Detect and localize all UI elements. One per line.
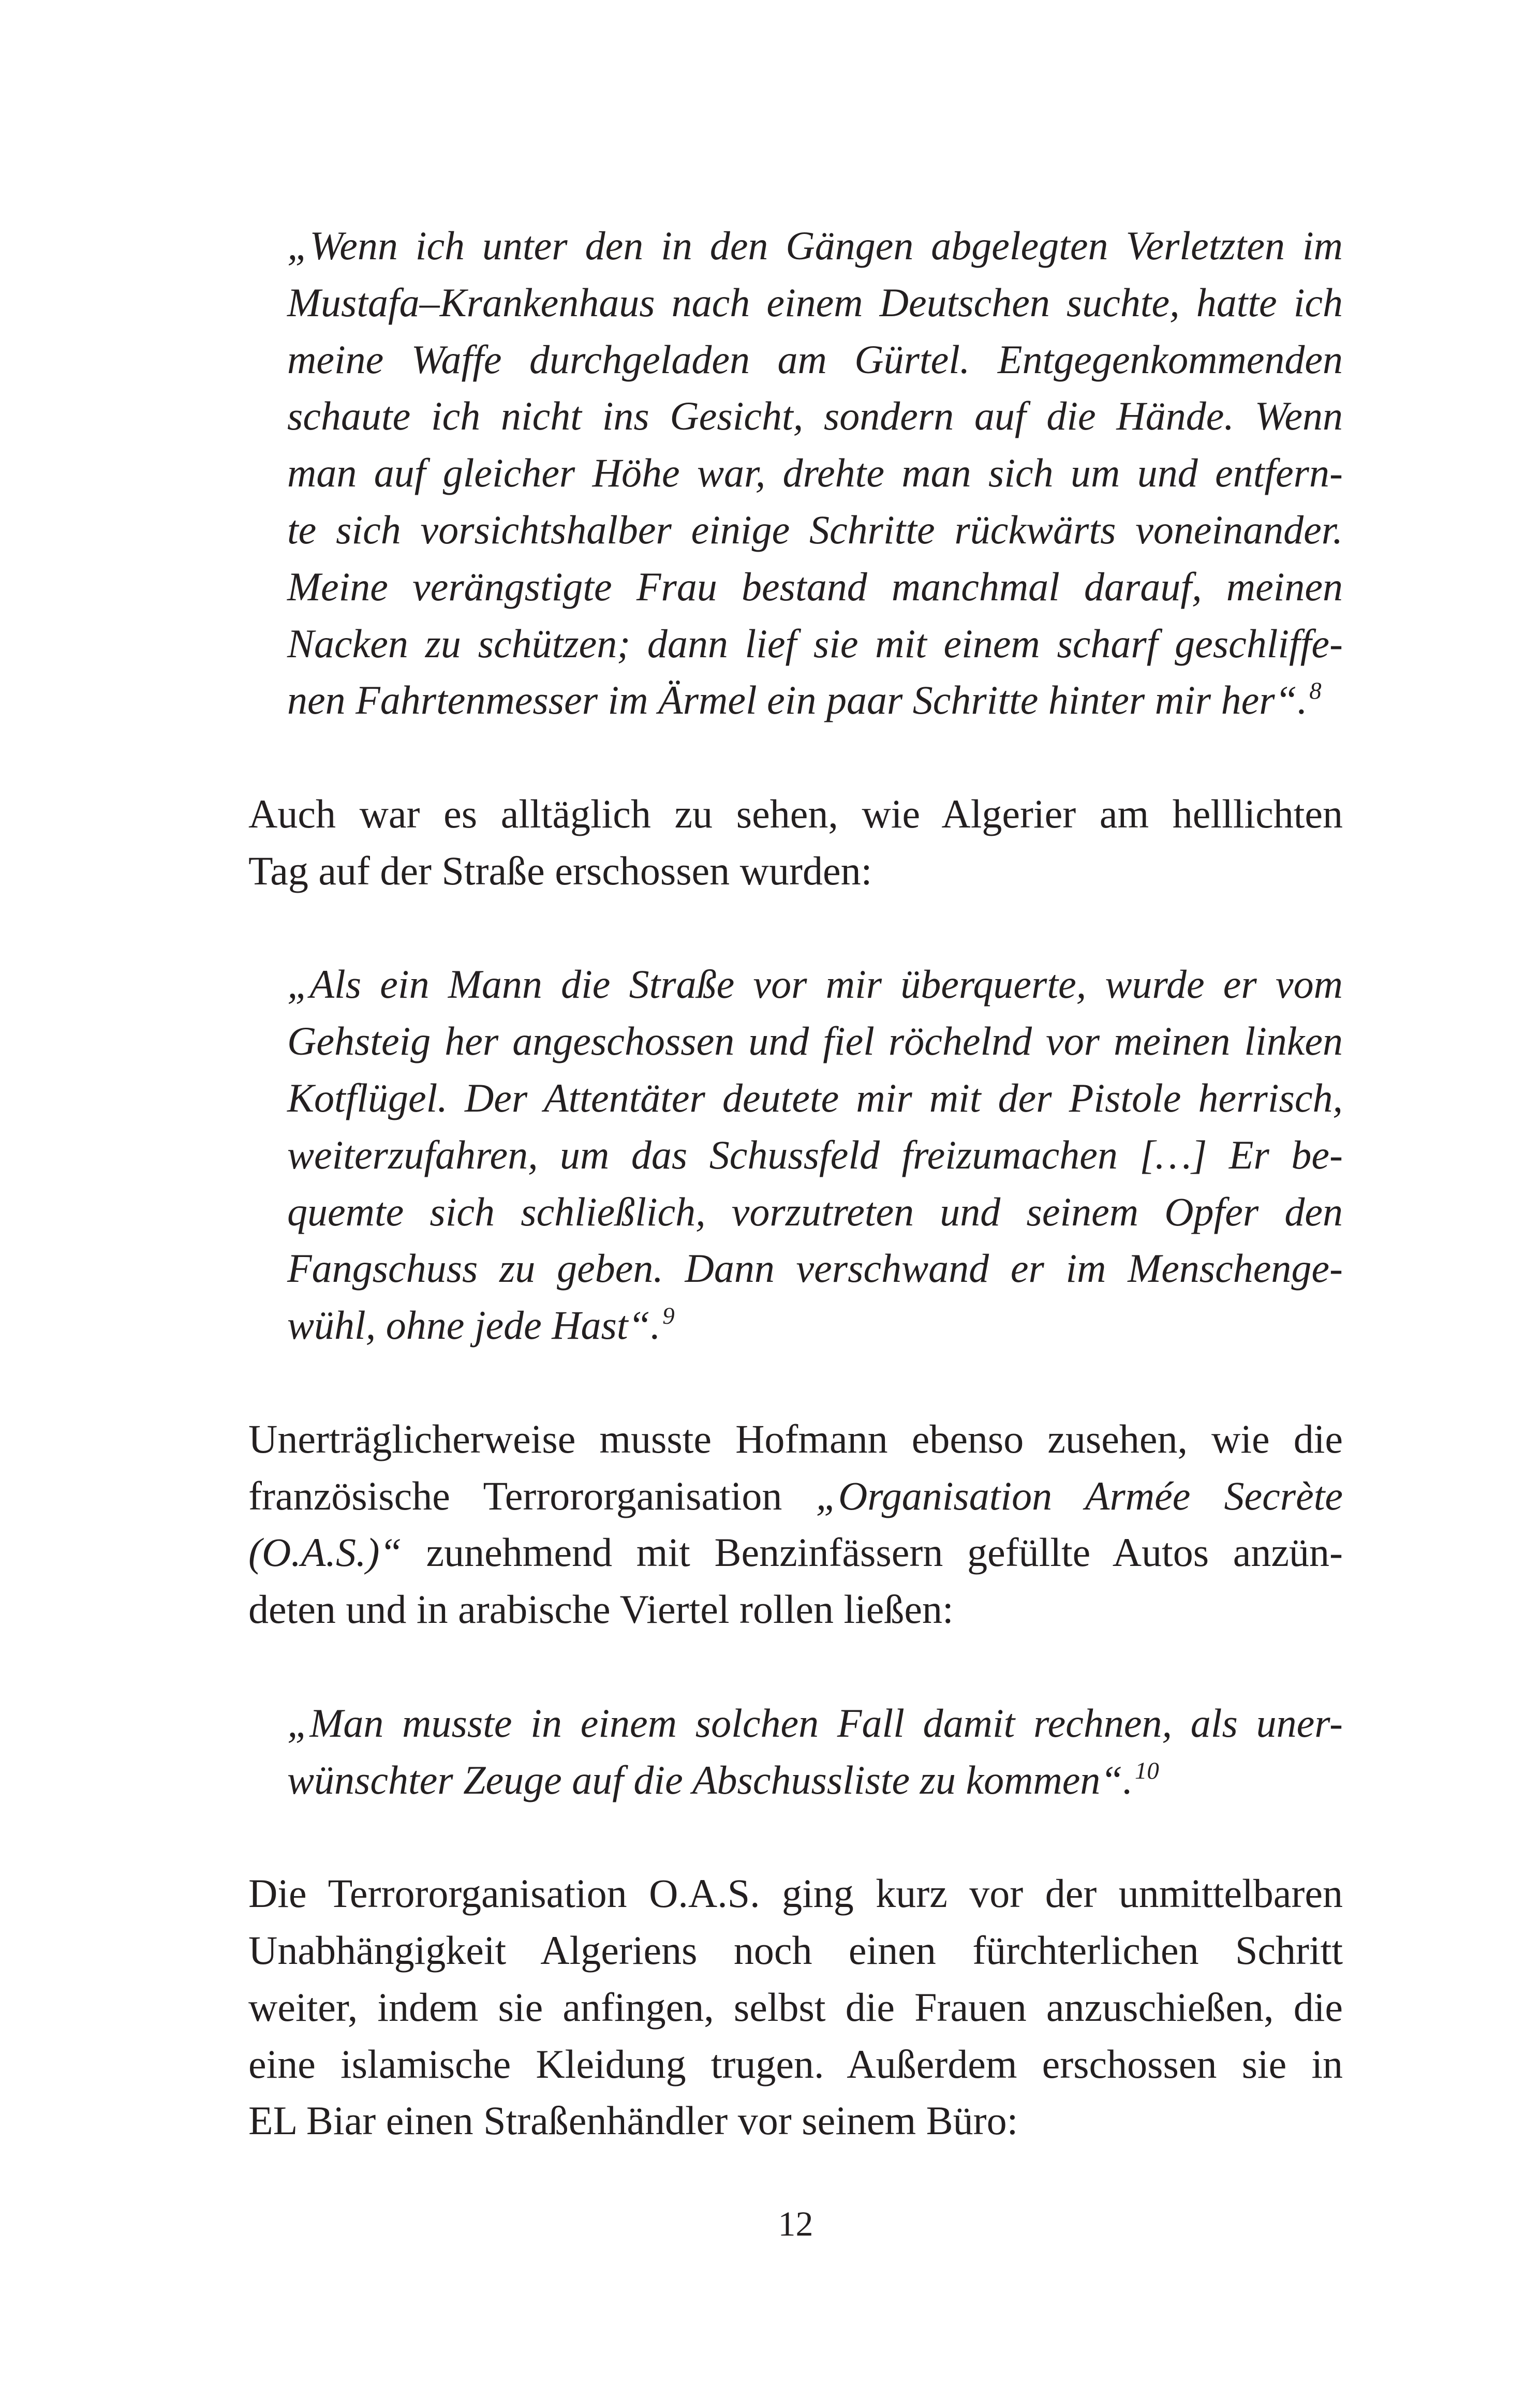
footnote-marker: 9 — [662, 1303, 675, 1330]
paragraph-1 — [248, 786, 1343, 899]
paragraph-3 — [248, 1865, 1343, 2149]
paragraph-line: deten und in arabische Viertel rollen ließen: — [248, 1587, 954, 1632]
paragraph-line — [248, 1468, 1343, 1525]
quote-line: Nacken zu schützen; dann lief sie mit einem scharf geschliffe- — [287, 620, 1343, 666]
footnote-marker: 10 — [1135, 1757, 1159, 1784]
italic-phrase: „Organisation Armée Secrète — [816, 1473, 1343, 1518]
quote-line: meine Waffe durchgeladen am Gürtel. Entgegenkommenden — [287, 336, 1343, 382]
block-quote-2 — [287, 956, 1343, 1354]
paragraph-line-text: zunehmend mit Benzinfässern gefüllte Autos anzün- — [402, 1530, 1343, 1575]
paragraph-line: EL Biar einen Straßenhändler vor seinem Büro: — [248, 2098, 1018, 2143]
quote-line: Mustafa–Krankenhaus nach einem Deutschen suchte, hatte ich — [287, 279, 1343, 325]
quote-line: „Wenn ich unter den in den Gängen abgelegten Verletzten im — [287, 223, 1343, 268]
quote-line: „Man musste in einem solchen Fall damit rechnen, als uner- — [287, 1700, 1343, 1746]
paragraph-line: eine islamische Kleidung trugen. Außerdem erschossen sie in — [248, 2041, 1343, 2087]
paragraph-line: Unerträglicherweise musste Hofmann ebenso zusehen, wie die — [248, 1416, 1343, 1461]
italic-phrase: (O.A.S.)“ — [248, 1530, 402, 1575]
quote-line-text: nen Fahrtenmesser im Ärmel ein paar Schritte hinter mir her“. — [287, 677, 1308, 723]
quote-line: Kotflügel. Der Attentäter deutete mir mit der Pistole herrisch, — [287, 1075, 1343, 1120]
paragraph-line — [248, 1524, 1343, 1581]
quote-line-text: wünschter Zeuge auf die Abschussliste zu kommen“. — [287, 1757, 1133, 1802]
quote-line: te sich vorsichtshalber einige Schritte rückwärts voneinander. — [287, 507, 1343, 552]
block-quote-3 — [287, 1695, 1343, 1809]
quote-line — [287, 1297, 1343, 1354]
quote-line: Fangschuss zu geben. Dann verschwand er im Menschenge- — [287, 1246, 1343, 1291]
paragraph-line: weiter, indem sie anfingen, selbst die Frauen anzuschießen, die — [248, 1984, 1343, 2030]
quote-line: Meine verängstigte Frau bestand manchmal darauf, meinen — [287, 564, 1343, 609]
quote-line — [287, 672, 1343, 729]
footnote-marker: 8 — [1309, 677, 1322, 705]
quote-line: weiterzufahren, um das Schussfeld freizumachen […] Er be- — [287, 1132, 1343, 1177]
paragraph-line: Auch war es alltäglich zu sehen, wie Algerier am helllichten — [248, 791, 1343, 836]
text-block — [248, 217, 1343, 2149]
page-number: 12 — [778, 2204, 813, 2243]
block-quote-1 — [287, 217, 1343, 729]
paragraph-line: Die Terrororganisation O.A.S. ging kurz vor der unmittelbaren — [248, 1871, 1343, 1916]
paragraph-line: Unabhängigkeit Algeriens noch einen fürchterlichen Schritt — [248, 1927, 1343, 1973]
paragraph-2 — [248, 1411, 1343, 1638]
quote-line: quemte sich schließlich, vorzutreten und seinem Opfer den — [287, 1189, 1343, 1234]
quote-line: schaute ich nicht ins Gesicht, sondern auf die Hände. Wenn — [287, 393, 1343, 439]
quote-line: Gehsteig her angeschossen und fiel röchelnd vor meinen linken — [287, 1018, 1343, 1064]
quote-line — [287, 1752, 1343, 1809]
paragraph-line-text: französische Terrororganisation — [248, 1473, 816, 1518]
quote-line: „Als ein Mann die Straße vor mir überquerte, wurde er vom — [287, 962, 1343, 1007]
quote-line: man auf gleicher Höhe war, drehte man sich um und entfern- — [287, 450, 1343, 496]
paragraph-line: Tag auf der Straße erschossen wurden: — [248, 848, 872, 893]
quote-line-text: wühl, ohne jede Hast“. — [287, 1303, 661, 1348]
